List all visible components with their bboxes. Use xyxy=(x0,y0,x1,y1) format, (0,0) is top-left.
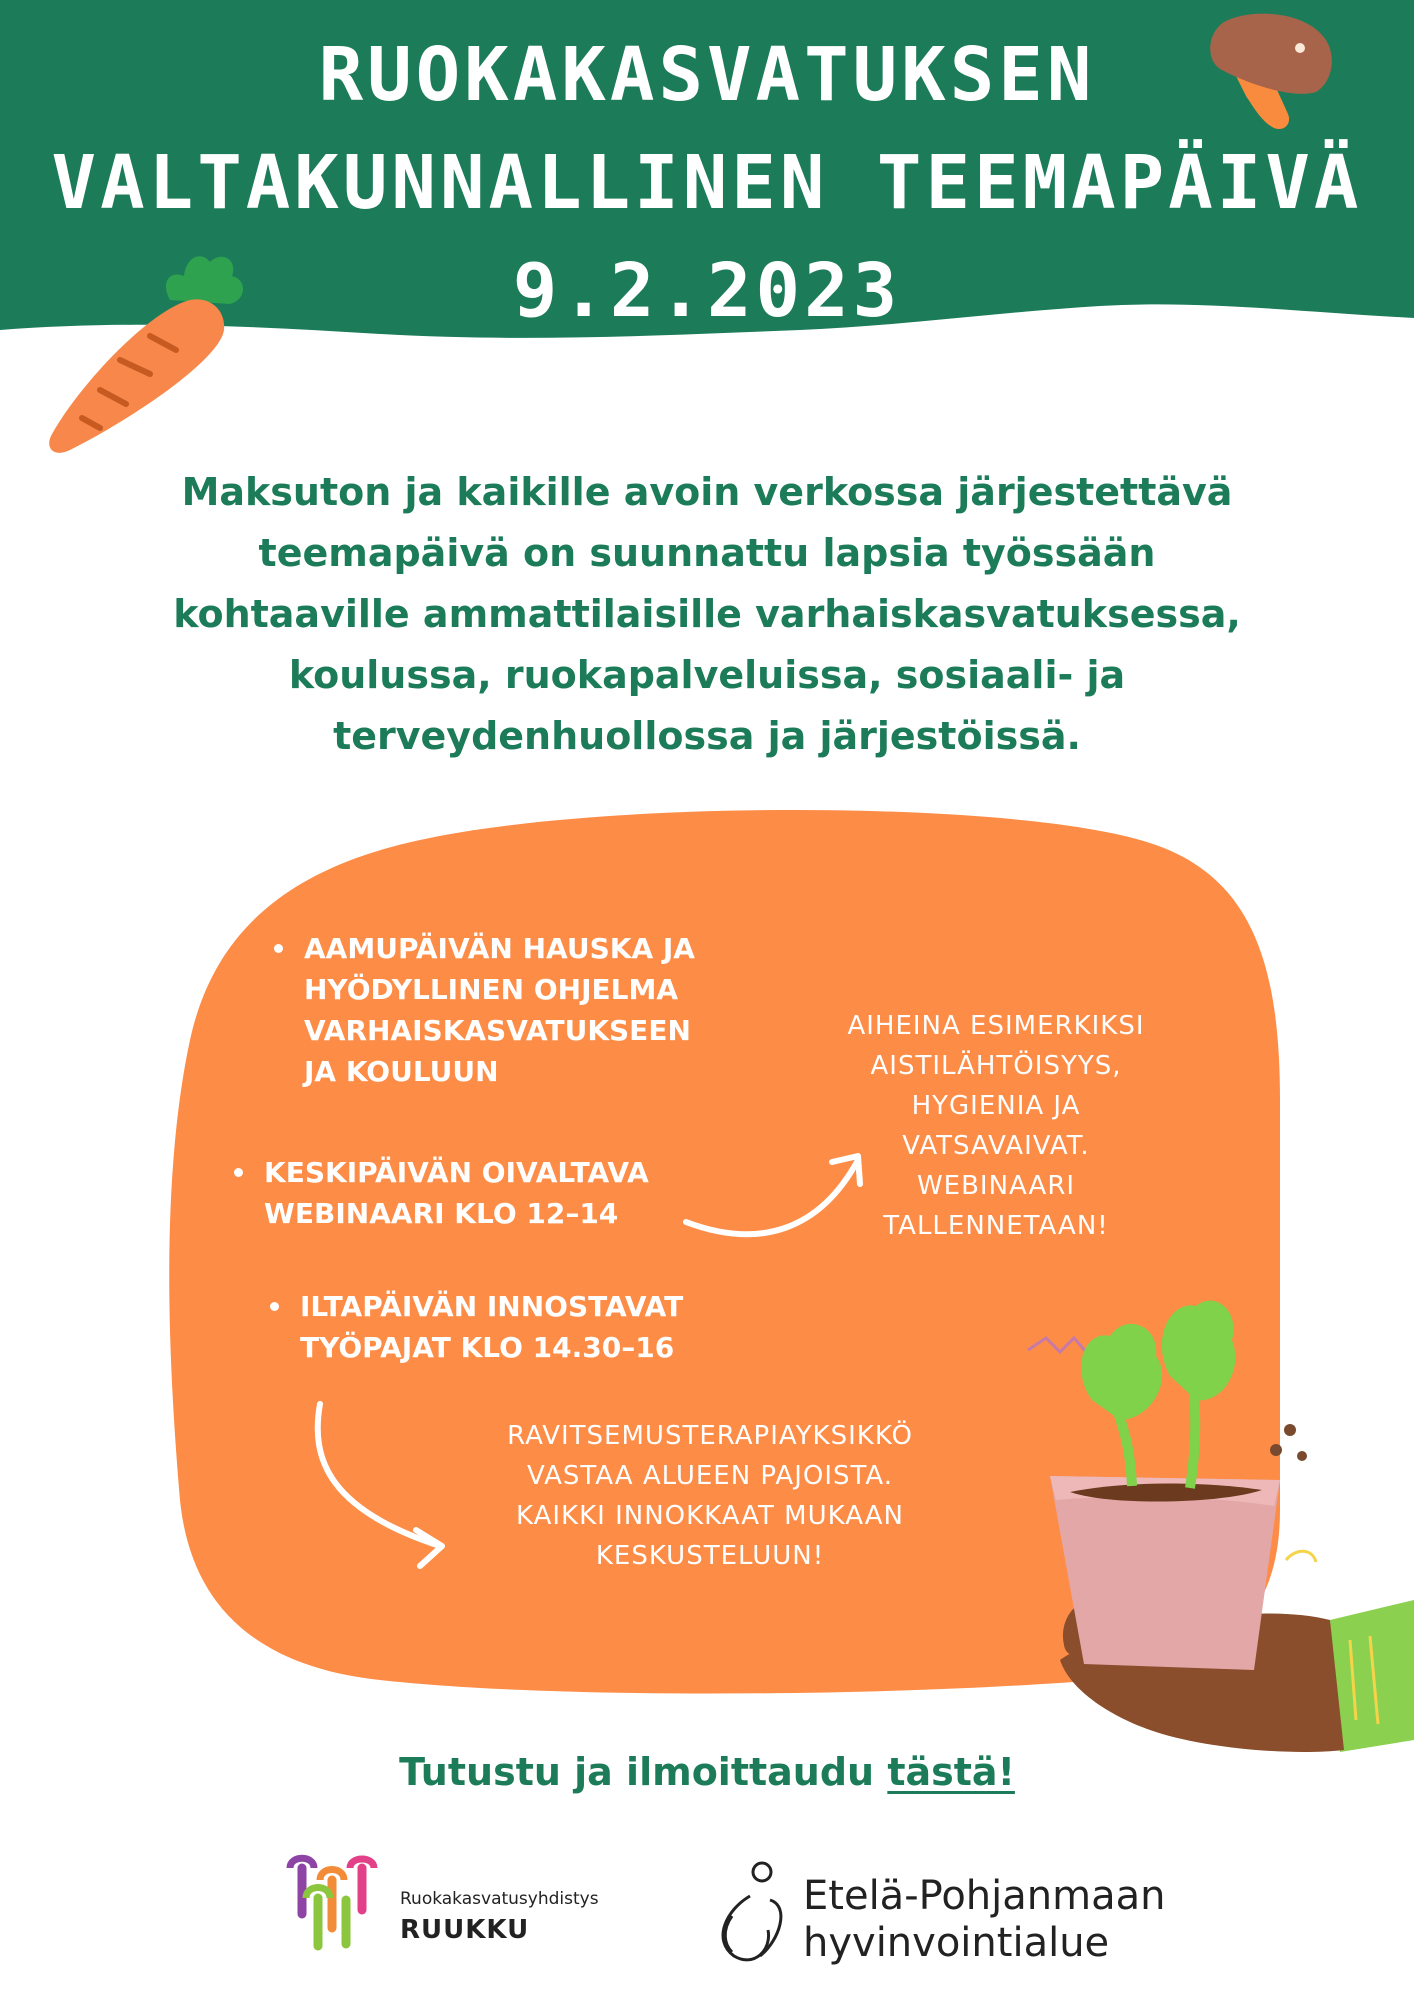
ep-logo-text-line1: Etelä-Pohjanmaan xyxy=(803,1873,1166,1919)
call-to-action xyxy=(0,1750,1414,1794)
note-line: VATSAVAIVAT. xyxy=(902,1131,1090,1161)
program-item-line: KESKIPÄIVÄN OIVALTAVA xyxy=(264,1156,649,1189)
title-line-2: VALTAKUNNALLINEN TEEMAPÄIVÄ xyxy=(51,140,1363,226)
webinar-note xyxy=(816,1006,1176,1246)
note-line: KESKUSTELUUN! xyxy=(595,1541,825,1571)
intro-paragraph xyxy=(110,462,1304,767)
workshop-note xyxy=(440,1416,980,1576)
program-item-line: ILTAPÄIVÄN INNOSTAVAT xyxy=(300,1290,684,1323)
ruukku-logo-mark xyxy=(290,1858,374,1946)
ep-logo-mark xyxy=(723,1863,781,1960)
note-line: HYGIENIA JA xyxy=(911,1091,1081,1121)
registration-link[interactable]: tästä! xyxy=(887,1750,1015,1794)
ruukku-name: RUUKKU xyxy=(400,1915,530,1945)
note-line: TALLENNETAAN! xyxy=(883,1211,1109,1241)
intro-line: Maksuton ja kaikille avoin verkossa järjestettävä xyxy=(181,470,1233,514)
program-item-webinar xyxy=(264,1152,649,1234)
plant-pot-hand-illustration xyxy=(1028,1301,1414,1752)
note-line: WEBINAARI xyxy=(916,1171,1076,1201)
program-item-line: HYÖDYLLINEN OHJELMA xyxy=(304,973,678,1006)
intro-line: koulussa, ruokapalveluissa, sosiaali- ja xyxy=(288,653,1126,697)
note-line: AISTILÄHTÖISYYS, xyxy=(870,1051,1122,1081)
cta-text: Tutustu ja ilmoittaudu xyxy=(399,1750,888,1794)
event-date: 9.2.2023 xyxy=(512,248,902,334)
program-item-line: VARHAISKASVATUKSEEN xyxy=(304,1014,691,1047)
program-item-line: AAMUPÄIVÄN HAUSKA JA xyxy=(304,932,695,965)
program-item-line: TYÖPAJAT KLO 14.30–16 xyxy=(300,1331,675,1364)
program-item-line: JA KOULUUN xyxy=(304,1055,499,1088)
program-item-morning xyxy=(304,928,695,1092)
note-line: VASTAA ALUEEN PAJOISTA. xyxy=(527,1461,893,1491)
ruukku-org-name: Ruokakasvatusyhdistys xyxy=(400,1889,599,1909)
note-line: KAIKKI INNOKKAAT MUKAAN xyxy=(516,1501,904,1531)
intro-line: terveydenhuollossa ja järjestöissä. xyxy=(333,714,1081,758)
title-line-1: RUOKAKASVATUKSEN xyxy=(318,32,1096,118)
program-item-workshop xyxy=(300,1286,683,1368)
program-item-line: WEBINAARI KLO 12–14 xyxy=(264,1197,619,1230)
note-line: AIHEINA ESIMERKIKSI xyxy=(847,1011,1145,1041)
intro-line: teemapäivä on suunnattu lapsia työssään xyxy=(258,531,1156,575)
ep-logo-text-line2: hyvinvointialue xyxy=(803,1920,1110,1966)
note-line: RAVITSEMUSTERAPIAYKSIKKÖ xyxy=(507,1421,913,1451)
intro-line: kohtaaville ammattilaisille varhaiskasvatuksessa, xyxy=(173,592,1241,636)
